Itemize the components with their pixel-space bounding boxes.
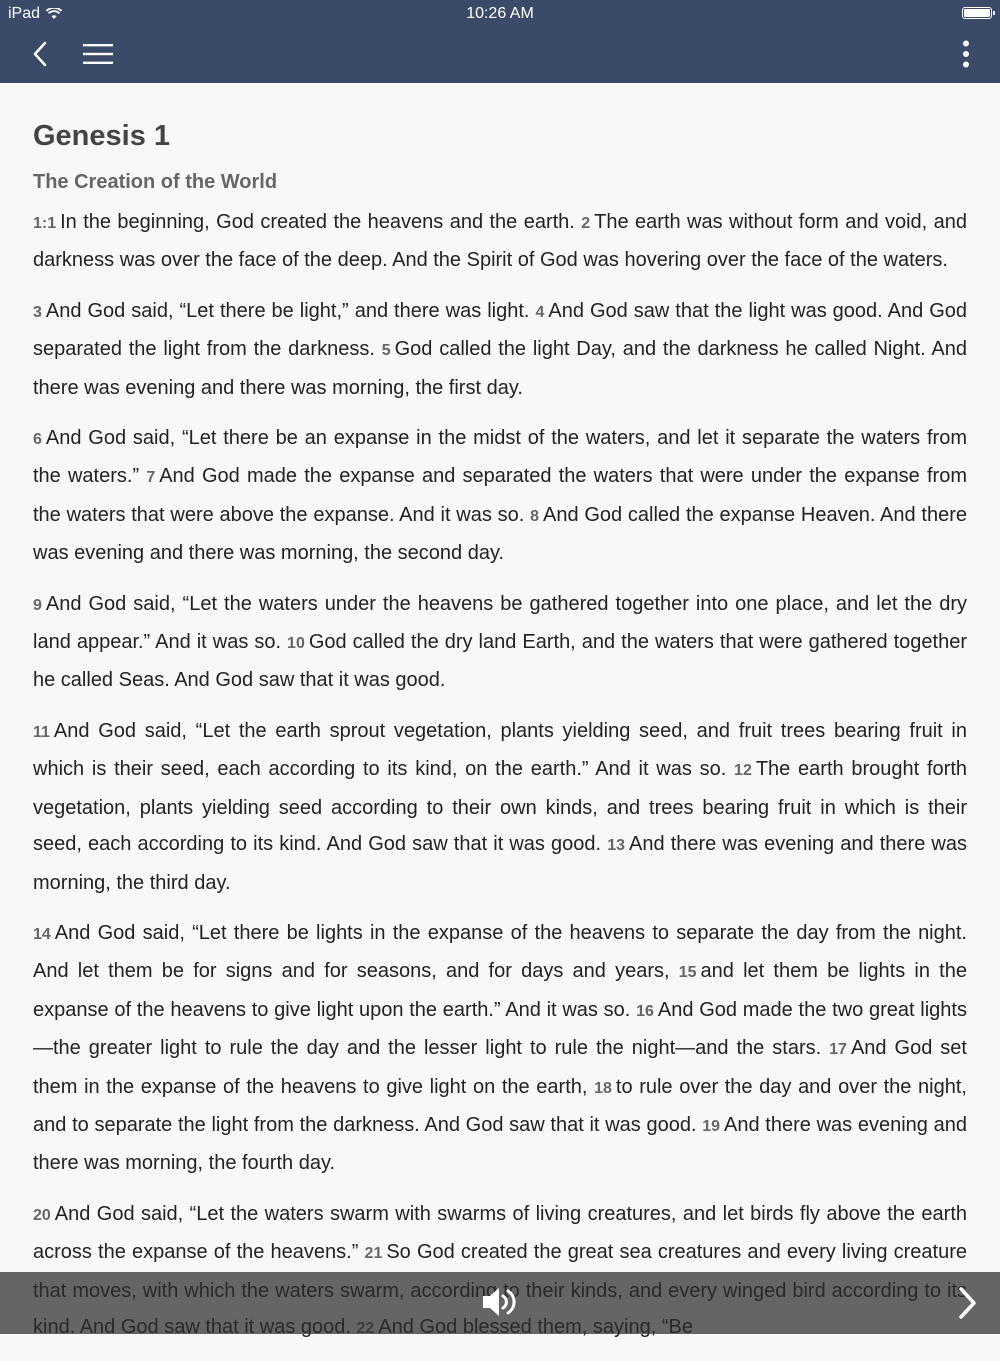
status-bar xyxy=(0,0,1000,28)
menu-icon xyxy=(83,43,113,65)
verse-number[interactable]: 4 xyxy=(535,303,545,321)
reading-content xyxy=(33,106,967,1361)
status-time: 10:26 AM xyxy=(466,5,534,22)
more-icon xyxy=(962,40,970,68)
chapter-text xyxy=(33,204,967,1347)
verse-number[interactable]: 13 xyxy=(607,837,626,855)
verse-number[interactable]: 6 xyxy=(33,431,42,449)
verse-number[interactable]: 14 xyxy=(33,925,51,943)
verse-text[interactable]: And there was evening and there was morning, the fourth day. xyxy=(33,1113,967,1175)
verse-number[interactable]: 20 xyxy=(33,1206,51,1224)
verse-text[interactable]: In the beginning, God created the heavens and the earth. xyxy=(60,211,575,233)
device-label: iPad xyxy=(8,5,41,22)
paragraph xyxy=(33,293,967,406)
verse-text[interactable]: God called the light Day, and the darkness he called Night. And there was evening and there was morning, the first day. xyxy=(33,338,968,399)
verse-number[interactable]: 17 xyxy=(829,1041,847,1059)
verse-text[interactable]: And God said, “Let the waters swarm with swarms of living creatures, and let birds fly above the earth across the expanse of the heavens.” xyxy=(33,1202,967,1264)
verse-number[interactable]: 19 xyxy=(702,1117,721,1135)
battery-icon xyxy=(962,7,992,19)
verse-text[interactable]: and let them be lights in the expanse of the heavens to give light upon the earth.” And it was so. xyxy=(33,960,967,1021)
speaker-icon xyxy=(481,1284,521,1320)
back-icon xyxy=(32,41,48,67)
verse-text[interactable]: And God said, “Let there be an expanse in the midst of the waters, and let it separate the waters from the waters.” xyxy=(33,427,967,488)
verse-number[interactable]: 21 xyxy=(364,1245,383,1263)
verse-number[interactable]: 10 xyxy=(287,635,305,653)
next-chapter-icon xyxy=(956,1286,978,1320)
verse-text[interactable]: And God said, “Let there be lights in the expanse of the heavens to separate the day from the night. And let them be for signs and for seasons, and for days and years, xyxy=(33,921,967,983)
verse-text[interactable]: And God said, “Let there be light,” and there was light. xyxy=(45,299,530,322)
back-button[interactable] xyxy=(26,36,54,72)
verse-number[interactable]: 7 xyxy=(146,469,156,487)
audio-play-button[interactable] xyxy=(481,1284,521,1320)
verse-text[interactable]: to rule over the day and over the night, and to separate the light from the darkness. And God saw that it was good. xyxy=(33,1075,967,1136)
section-title: The Creation of the World xyxy=(33,171,278,193)
verse-text[interactable]: And God saw that the light was good. And God separated the light from the darkness. xyxy=(33,299,968,361)
app-header xyxy=(0,0,1000,83)
verse-number[interactable]: 16 xyxy=(636,1002,654,1020)
verse-text[interactable]: So God created the great sea creatures and every living creature xyxy=(386,1241,968,1264)
verse-text[interactable]: And God made the expanse and separated the waters that were under the expanse from the waters that were above the expanse. And it was so. xyxy=(33,465,967,526)
verse-text[interactable]: And God said, “Let the earth sprout vegetation, plants yielding seed, and fruit trees bearing fruit in which is their seed, each according to its kind, on the earth.” And it was so. xyxy=(33,719,967,781)
verse-text[interactable]: And there was evening and there was morning, the third day. xyxy=(33,833,967,894)
verse-number[interactable]: 5 xyxy=(381,342,391,360)
verse-number[interactable]: 3 xyxy=(33,303,42,321)
paragraph xyxy=(33,420,967,572)
verse-text[interactable]: The earth was without form and void, and darkness was over the face of the deep. And the Spirit of God was hovering over the face of the waters. xyxy=(33,211,968,272)
verse-number[interactable]: 15 xyxy=(678,964,697,982)
next-chapter-button[interactable] xyxy=(956,1286,978,1320)
paragraph xyxy=(33,586,967,699)
audio-player-bar xyxy=(0,1272,1000,1334)
verse-text[interactable]: And God made the two great lights—the greater light to rule the day and the lesser light to rule the night—and the stars. xyxy=(33,998,967,1060)
chapter-title: Genesis 1 xyxy=(33,120,171,152)
verse-text[interactable]: And God set them in the expanse of the heavens to give light on the earth, xyxy=(33,1037,967,1098)
paragraph xyxy=(33,915,967,1182)
verse-number[interactable]: 9 xyxy=(33,596,42,614)
verse-number[interactable]: 1:1 xyxy=(33,215,57,232)
verse-number[interactable]: 2 xyxy=(581,215,591,232)
more-options-button[interactable] xyxy=(958,36,974,72)
verse-number[interactable]: 12 xyxy=(734,762,752,780)
paragraph xyxy=(33,204,967,279)
verse-number[interactable]: 18 xyxy=(594,1079,612,1097)
verse-number[interactable]: 11 xyxy=(33,723,50,741)
verse-number[interactable]: 8 xyxy=(530,507,539,525)
verse-text[interactable]: And God called the expanse Heaven. And there was evening and there was morning, the second day. xyxy=(33,503,968,565)
verse-text[interactable]: The earth brought forth vegetation, plants yielding seed according to their own kinds, and trees bearing fruit in which is their seed, each according to its kind. And God saw that it was good. xyxy=(33,758,967,856)
paragraph xyxy=(33,713,967,901)
menu-button[interactable] xyxy=(80,36,116,72)
verse-text[interactable]: And God said, “Let the waters under the heavens be gathered together into one place, and let the dry land appear.” And it was so. xyxy=(33,592,967,654)
verse-text[interactable]: God called the dry land Earth, and the waters that were gathered together he called Seas. And God saw that it was good. xyxy=(33,631,967,692)
